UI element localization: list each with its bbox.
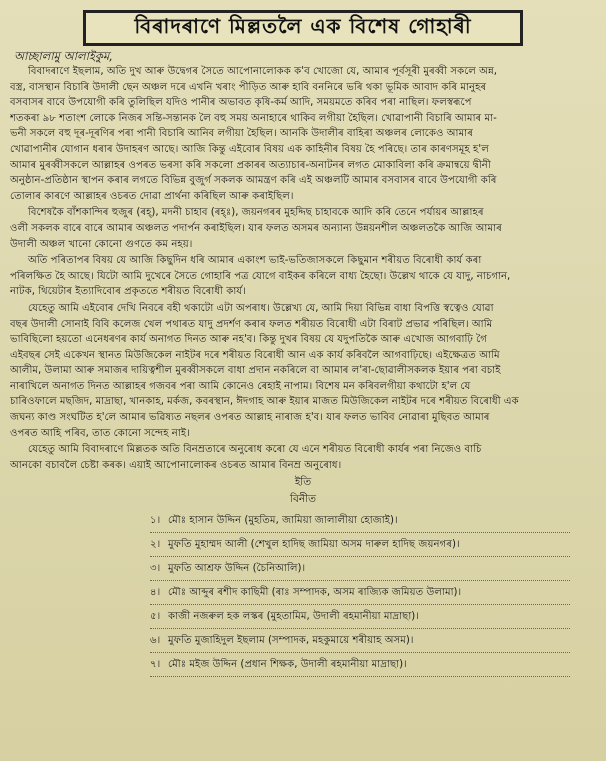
signatory-number: ৪। [150, 587, 161, 599]
closing-binito: বিনীত [290, 493, 316, 506]
signatory-item [150, 533, 570, 557]
signatory-text: মৌঃ আব্দুৰ ৰশীদ কাছিমী (ৰাঃ সম্পাদক, অসম ৰাজ্যিক জমিয়ত উলামা)। [168, 587, 462, 599]
text-line: চাৰিওফালে মছজিদ, মাদ্ৰাছা, খানকাহ, মৰ্কজ, কবৰস্থান, ঈদগাহ আৰু ইয়াৰ মাজত মিউজিকেল নাইটৰ দৰে শৰীয়ত বিৰোধী এক [10, 396, 519, 408]
signatory-text: মৌঃ হাসান উদ্দিন (মুহতিম, জামিয়া জালালীয়া হোজাই)। [168, 515, 398, 527]
text-line: আলীম, উলামা আৰু সমাজৰ দায়িত্বশীল মুৰব্বীসকলে বাধা প্ৰদান নকৰিলে বা আমাৰ ল'ৰা-ছোৱালীসকলক ইয়াৰ পৰা বচাই [10, 365, 501, 377]
text-line: ভনী সকলে বহু দূৰ-দূৰণিৰ পৰা পানী বিচাৰি আনিব লগীয়া হৈছিল। আনকি উদালীৰ বাহিৰা অঞ্চলৰ লোকেও আমাৰ [10, 128, 473, 140]
paragraph-5 [10, 442, 596, 473]
paragraph-2 [10, 205, 596, 252]
signatory-item [150, 581, 570, 605]
paragraph-1 [10, 64, 596, 204]
signatory-number: ৬। [150, 635, 161, 647]
signatory-item [150, 653, 570, 677]
text-line: তোলাৰ কাৰণে আল্লাহৰ ওচৰত দোৱা প্ৰাৰ্থনা কৰিছিল আৰু কৰাইছিল। [10, 190, 294, 202]
paragraph-4 [10, 301, 596, 441]
text-line: আমাৰ মুৰব্বীসকলে আল্লাহৰ ওপৰত ভৰসা কৰি সকলো প্ৰকাৰৰ অত্যাচাৰ-অনাটনৰ লগত মোকাবিলা কৰি ক্ৰমান্বয়ে দ্বীনী [10, 159, 491, 171]
signatory-list [10, 509, 596, 677]
text-line: বসবাসৰ বাবে উপযোগী কৰি তুলিছিল যদিও পানীৰ অভাবত কৃষি-কৰ্ম আদি, সময়মতে কৰিব পৰা নাছিল। ফলস্বৰূপে [10, 97, 472, 109]
notice-title: বিৰাদৰাণে মিল্লতলৈ এক বিশেষ গোহাৰী [134, 13, 472, 38]
signatory-number: ১। [150, 515, 161, 527]
text-line: পৰিলক্ষিত হৈ আছে। যিটো আমি দুখেৰে সৈতে গোহাৰি পত্ৰ যোগে বাইকৰ কৰিলে বাধ্য হৈছো। উল্লেখ থাকে যে যাদু, নাচগান, [10, 270, 511, 282]
text-line: বিশেষকৈ বাঁশকান্দিৰ হুজুৰ (ৰহ্), মদনী চাহাব (ৰহ্ঃ), জয়নগৰৰ মুহদ্দিছ চাহাবকে আদি কৰি তেনে পৰ্যায়ৰ আল্লাহৰ [28, 207, 484, 219]
text-line: ওপৰত আহি পৰিব, তাত কোনো সন্দেহ নাই। [10, 427, 190, 439]
text-line: বিবাদৰাণে ইছলাম, অতি দুখ আৰু উদ্বেগৰ সৈতে আপোনালোকক ক'ব খোজো যে, আমাৰ পূৰ্বসূৰী মুৰব্বী সকলে অন্ন, [28, 66, 498, 77]
paragraph-3 [10, 253, 596, 300]
text-line: এইবছৰ সেই একেখন স্থানত মিউজিকেল নাইটৰ দৰে শৰীয়ত বিৰোধী আন এক কাৰ্য কৰিবলৈ আগবাঢ়িছে। এইক্ষেত্ৰত আমি [10, 349, 500, 361]
signatory-number: ৫। [150, 611, 161, 623]
text-line: যেহেতু আমি এইবোৰ দেখি নিবৰে বহী থকাটো এটা অপৰাধ। উল্লেখ্য যে, আমি দিয়া বিভিন্ন বাধা বিপত্তি স্বত্বেও যোৱা [28, 302, 494, 314]
text-line: নাটক, থিয়েটাৰ ইত্যাদিবোৰ প্ৰকৃততে শৰীয়ত বিৰোধী কাৰ্য। [10, 286, 246, 298]
text-line: ভাবিছিলো হয়তো এনেধৰণৰ কাৰ্য অনাগত দিনত আৰু নহ'ব। কিন্তু দুখৰ বিষয় যে যদুপতিকৈ আৰু এখোজ আগবাঢ়ি গৈ [10, 334, 487, 346]
text-line: শতকৰা ৯৮ শতাংশ লোকে নিজৰ সন্তি-সন্তানক লৈ বহু সময় অনাহাৰে থাকিব লগীয়া হৈছিল। খোৱাপানী বিচাৰি আমাৰ মা- [10, 112, 497, 124]
signatory-text: মুফতি মুহাম্মদ আলী (শেখুল হাদিছ জামিয়া অসম দাৰুল হাদিছ জয়নগৰ)। [168, 539, 460, 551]
text-line: আনকো বচাবলৈ চেষ্টা কৰক। এয়াই আপোনালোকৰ ওচৰত আমাৰ বিনম্ৰ অনুৰোধ। [10, 459, 342, 471]
text-line: নাৰাখিলে অনাগত দিনত আল্লাহৰ গজবৰ পৰা আমি কোনেও ৰেহাই নাপাম। বিশেষ মন কৰিবলগীয়া কথাটো হ'ল যে [10, 380, 471, 392]
signatory-item [150, 629, 570, 653]
signatory-text: মুফতি আশ্ৰফ উদ্দিন (চৈনিআলি)। [168, 563, 306, 575]
signatory-item [150, 509, 570, 533]
text-line: বছৰ উদালী সোনাই বিবি কলেজ খেল পথাৰত যাদু প্ৰদৰ্শণ কৰাৰ ফলত শৰীয়ত বিৰোধী এটা বিৰাট প্ৰভাৱ পৰিছিল। আমি [10, 318, 493, 330]
text-line: ওলী সকলক বাৰে বাৰে আমাৰ অঞ্চলত পদাৰ্পন কৰাইছিল। যাৰ ফলত অসমৰ অন্যান্য উন্নয়নশীল অঞ্চলতকৈ আজি আমাৰ [10, 222, 502, 234]
text-line: খোৱাপানীৰ যোগান ধৰাৰ উদাহৰণ আছে। আজি কিন্তু এইবোৰ বিষয় এক কাহিনীৰ বিষয় হৈ পৰিছে। তাৰ কাৰণসমূহ হ'ল [10, 143, 489, 155]
signatory-text: মুফতি মুজাহিদুল ইছলাম (সম্পাদক, মহকুমায়ে শৰীয়াহ অসম)। [168, 635, 414, 647]
signatory-text: মৌঃ মইজ উদ্দিন (প্ৰধান শিক্ষক, উদালী ৰহমানীয়া মাদ্ৰাছা)। [168, 659, 407, 671]
signatory-number: ২। [150, 539, 161, 551]
signatory-number: ৩। [150, 563, 161, 575]
text-line: অতি পৰিতাপৰ বিষয় যে আজি কিছুদিন ধৰি আমাৰ একাংশ ভাই-ভতিজাসকলে কিছুমান শৰীয়ত বিৰোধী কাৰ্য কৰা [28, 255, 482, 267]
signatory-item [150, 605, 570, 629]
signatory-item [150, 557, 570, 581]
signatory-number: ৭। [150, 659, 161, 671]
salutation: আচ্ছালামু আলাইকুম, [14, 49, 113, 63]
text-line: অনুষ্ঠান-প্ৰতিষ্ঠান স্থাপন কৰাৰ লগতে বিভিন্ন বুজুৰ্গ সকলক আমন্ত্ৰণ কৰি এই অঞ্চলটি আমাৰ বসবাসৰ বাবে উপযোগী কৰি [10, 175, 497, 187]
closing-iti: ইতি [294, 476, 312, 489]
text-line: যেহেতু আমি বিবাদৰাণে মিল্লতক অতি বিনম্ৰতাৰে অনুৰোধ কৰো যে এনে শৰীয়ত বিৰোধী কাৰ্যৰ পৰা নিজেও বাচি [28, 444, 482, 456]
text-line: জঘন্য কাণ্ড সংঘটিত হ'লে আমাৰ ভৱিষ্যত নছলৰ ওপৰত আল্লাহ নাৰাজ হ'ব। যাৰ ফলত ভাবিব নোৱাৰা মুছিবত আমাৰ [10, 412, 490, 424]
title-box [83, 10, 523, 46]
body-text [10, 64, 596, 473]
text-line: বস্ত্ৰ, বাসস্থান বিচাৰি উদালী ছেন অঞ্চল দৰে এখনি খৰাং পীড়িত আৰু হাবি বননিৰে ভৰি থকা ভূমিক আবাদ কৰি মানুহৰ [10, 81, 487, 93]
signatory-text: কাজী নজৰুল হক লস্কৰ (মুহতামিম, উদালী ৰহমানীয়া মাদ্ৰাছা)। [168, 611, 419, 623]
text-line: উদালী অঞ্চল খানো কোনো গুণতে কম নহয়। [10, 238, 193, 250]
